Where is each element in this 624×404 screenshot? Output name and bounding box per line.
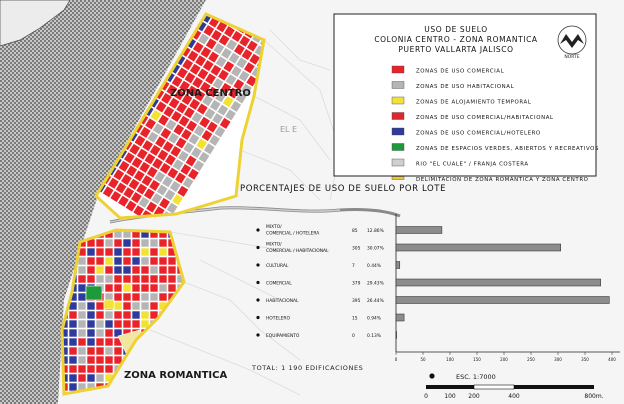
city-block — [78, 293, 86, 301]
city-block — [96, 248, 104, 256]
city-block — [132, 302, 140, 310]
city-block — [69, 329, 77, 337]
city-block — [105, 248, 113, 256]
city-block — [96, 257, 104, 265]
city-block — [96, 329, 104, 337]
city-block — [96, 347, 104, 355]
city-block — [78, 302, 86, 310]
legend-label: ZONAS DE ESPACIOS VERDES, ABIERTOS Y RECREATIVOS — [416, 146, 600, 152]
city-block — [69, 338, 77, 346]
city-block — [150, 266, 158, 274]
city-block — [96, 266, 104, 274]
city-block — [159, 239, 167, 247]
city-block — [123, 248, 131, 256]
chart-bullet — [256, 333, 259, 336]
city-block — [78, 374, 86, 382]
city-block — [168, 266, 176, 274]
city-block — [123, 293, 131, 301]
city-block — [132, 293, 140, 301]
chart-category-label: CULTURAL — [266, 264, 289, 269]
city-block — [96, 365, 104, 373]
chart-bar — [396, 227, 442, 234]
chart-tick-label: 300 — [554, 357, 562, 362]
city-block — [132, 311, 140, 319]
city-block — [78, 356, 86, 364]
city-block — [87, 338, 95, 346]
legend-title-line2: COLONIA CENTRO - ZONA ROMANTICA — [374, 35, 538, 44]
chart-bar — [396, 262, 400, 269]
city-block — [87, 329, 95, 337]
green-space-block — [86, 286, 102, 300]
city-block — [168, 257, 176, 265]
chart-tick-label: 0 — [394, 357, 398, 362]
chart-tick-label: 50 — [420, 357, 426, 362]
chart-bullet — [256, 246, 259, 249]
city-block — [87, 320, 95, 328]
chart-tick-label: 200 — [500, 357, 508, 362]
city-block — [123, 239, 131, 247]
city-block — [105, 365, 113, 373]
chart-tick-label: 150 — [473, 357, 481, 362]
chart-category-label: HABITACIONAL — [266, 299, 299, 304]
chart-tick-label: 100 — [446, 357, 454, 362]
city-block — [96, 356, 104, 364]
legend-swatch — [392, 82, 404, 89]
legend-label: ZONAS DE USO HABITACIONAL — [416, 84, 515, 90]
chart-percent-label: 26.44% — [367, 299, 384, 304]
city-block — [114, 239, 122, 247]
city-block — [114, 347, 122, 355]
city-block — [123, 266, 131, 274]
city-block — [105, 257, 113, 265]
city-block — [114, 284, 122, 292]
chart-tick-label: 350 — [581, 357, 589, 362]
city-block — [141, 293, 149, 301]
scale-tick-label: 800m. — [584, 393, 604, 400]
chart-category-label: HOTELERO — [266, 316, 290, 322]
city-block — [141, 302, 149, 310]
city-block — [96, 311, 104, 319]
chart-category-label: MIXTO/ — [266, 242, 282, 248]
city-block — [123, 320, 131, 328]
scale-tick-label: 400 — [508, 393, 520, 400]
city-block — [141, 275, 149, 283]
city-block — [123, 257, 131, 265]
legend-swatch — [392, 97, 404, 104]
legend-label: ZONAS DE USO COMERCIAL — [416, 68, 505, 75]
city-block — [69, 320, 77, 328]
city-block — [78, 257, 86, 265]
chart-category-label: MIXTO/ — [266, 225, 282, 230]
city-block — [96, 374, 104, 382]
city-block — [114, 266, 122, 274]
legend-label: RIO "EL CUALE" / FRANJA COSTERA — [416, 161, 529, 168]
legend-swatch — [392, 66, 404, 73]
north-label: NORTE — [564, 55, 580, 60]
chart-bar — [396, 314, 404, 321]
city-block — [78, 338, 86, 346]
scale-marker-icon — [429, 373, 434, 378]
chart-category-label: COMERCIAL — [266, 281, 292, 287]
city-block — [78, 275, 86, 283]
city-block — [141, 239, 149, 247]
total-buildings-label: TOTAL: 1 190 EDIFICACIONES — [252, 364, 364, 372]
chart-bullet — [256, 263, 259, 266]
city-block — [141, 311, 149, 319]
city-block — [69, 374, 77, 382]
city-block — [114, 311, 122, 319]
city-block — [159, 275, 167, 283]
city-block — [96, 338, 104, 346]
chart-title: PORCENTAJES DE USO DE SUELO POR LOTE — [240, 184, 447, 194]
legend-swatch — [392, 159, 404, 166]
chart-tick-label: 250 — [527, 357, 535, 362]
city-block — [159, 293, 167, 301]
city-block — [150, 239, 158, 247]
city-block — [69, 383, 77, 391]
city-block — [132, 257, 140, 265]
city-block — [168, 275, 176, 283]
city-block — [132, 284, 140, 292]
chart-bar — [396, 332, 397, 339]
city-block — [69, 356, 77, 364]
city-block — [78, 320, 86, 328]
chart-count-label: 15 — [352, 316, 358, 322]
city-block — [87, 311, 95, 319]
city-block — [141, 248, 149, 256]
city-block — [78, 347, 86, 355]
city-block — [141, 284, 149, 292]
city-block — [87, 347, 95, 355]
zona-centro-label: ZONA CENTRO — [170, 88, 251, 99]
legend-swatch — [392, 177, 404, 180]
chart-percent-label: 12.86% — [367, 229, 384, 234]
city-block — [141, 257, 149, 265]
city-block — [132, 275, 140, 283]
city-block — [150, 293, 158, 301]
city-block — [150, 302, 158, 310]
city-block — [114, 293, 122, 301]
chart-bullet — [256, 298, 259, 301]
city-block — [123, 284, 131, 292]
city-block — [150, 284, 158, 292]
city-block — [87, 257, 95, 265]
hotel-block — [104, 300, 114, 309]
city-block — [96, 239, 104, 247]
chart-category-label: EQUIPAMIENTO — [266, 334, 300, 339]
scale-label: ESC. 1:7000 — [456, 373, 496, 381]
chart-bar — [396, 297, 609, 304]
city-block — [69, 311, 77, 319]
legend-label: ZONAS DE ALOJAMIENTO TEMPORAL — [416, 99, 532, 106]
city-block — [123, 302, 131, 310]
chart-count-label: 85 — [352, 229, 358, 234]
chart-count-label: 305 — [352, 246, 361, 252]
zona-romantica-label: ZONA ROMANTICA — [124, 370, 228, 381]
city-block — [132, 239, 140, 247]
city-block — [78, 284, 86, 292]
chart-bullet — [256, 281, 259, 284]
chart-count-label: 379 — [352, 281, 361, 287]
city-block — [105, 284, 113, 292]
city-block — [87, 374, 95, 382]
city-block — [78, 365, 86, 373]
city-block — [114, 320, 122, 328]
city-block — [123, 311, 131, 319]
chart-percent-label: 0.44% — [367, 264, 381, 269]
city-block — [105, 275, 113, 283]
city-block — [105, 311, 113, 319]
chart-category-label: COMERCIAL / HABITACIONAL — [266, 249, 329, 254]
chart-bar — [396, 244, 561, 251]
city-block — [78, 266, 86, 274]
city-block — [96, 302, 104, 310]
city-block — [69, 365, 77, 373]
city-block — [87, 266, 95, 274]
chart-percent-label: 30.07% — [367, 246, 384, 252]
city-block — [114, 275, 122, 283]
el-label: EL E — [280, 125, 298, 134]
chart-count-label: 395 — [352, 299, 361, 304]
city-block — [132, 266, 140, 274]
legend-label: ZONAS DE USO COMERCIAL/HOTELERO — [416, 130, 541, 137]
city-block — [150, 248, 158, 256]
legend-panel — [334, 14, 599, 183]
city-block — [150, 257, 158, 265]
city-block — [141, 266, 149, 274]
city-block — [105, 338, 113, 346]
legend-label: ZONAS DE USO COMERCIAL/HABITACIONAL — [416, 115, 554, 121]
legend-title-line1: USO DE SUELO — [424, 25, 488, 34]
chart-bullet — [256, 316, 259, 319]
legend-label: DELIMITACIÓN DE ZONA ROMANTICA Y ZONA CENTRO — [416, 177, 589, 183]
city-block — [114, 257, 122, 265]
city-block — [105, 329, 113, 337]
city-block — [87, 248, 95, 256]
chart-tick-label: 400 — [608, 357, 616, 362]
city-block — [105, 266, 113, 274]
legend-title-line3: PUERTO VALLARTA JALISCO — [398, 45, 514, 54]
city-block — [69, 347, 77, 355]
city-block — [87, 275, 95, 283]
city-block — [132, 320, 140, 328]
chart-percent-label: 0.94% — [367, 316, 381, 322]
city-block — [87, 365, 95, 373]
chart-category-label: COMERCIAL / HOTELERA — [266, 231, 320, 237]
city-block — [159, 248, 167, 256]
city-block — [105, 320, 113, 328]
chart-count-label: 0 — [352, 334, 355, 339]
city-block — [150, 275, 158, 283]
scale-tick-label: 0 — [424, 393, 428, 400]
chart-bullet — [256, 228, 259, 231]
city-block — [114, 302, 122, 310]
city-block — [159, 284, 167, 292]
city-block — [159, 266, 167, 274]
scale-tick-label: 100 — [444, 393, 456, 400]
city-block — [114, 248, 122, 256]
scale-tick-label: 200 — [468, 393, 480, 400]
city-block — [159, 257, 167, 265]
city-block — [105, 347, 113, 355]
city-block — [105, 239, 113, 247]
legend-swatch — [392, 128, 404, 135]
legend-swatch — [392, 113, 404, 120]
city-block — [78, 311, 86, 319]
chart-count-label: 7 — [352, 264, 355, 269]
city-block — [123, 275, 131, 283]
chart-percent-label: 29.43% — [367, 281, 384, 287]
city-block — [87, 302, 95, 310]
city-block — [87, 356, 95, 364]
city-block — [96, 275, 104, 283]
city-block — [78, 329, 86, 337]
chart-bar — [396, 279, 601, 286]
city-block — [96, 320, 104, 328]
city-block — [168, 284, 176, 292]
chart-percent-label: 0.13% — [367, 334, 381, 339]
city-block — [105, 356, 113, 364]
legend-swatch — [392, 144, 404, 151]
city-block — [132, 248, 140, 256]
